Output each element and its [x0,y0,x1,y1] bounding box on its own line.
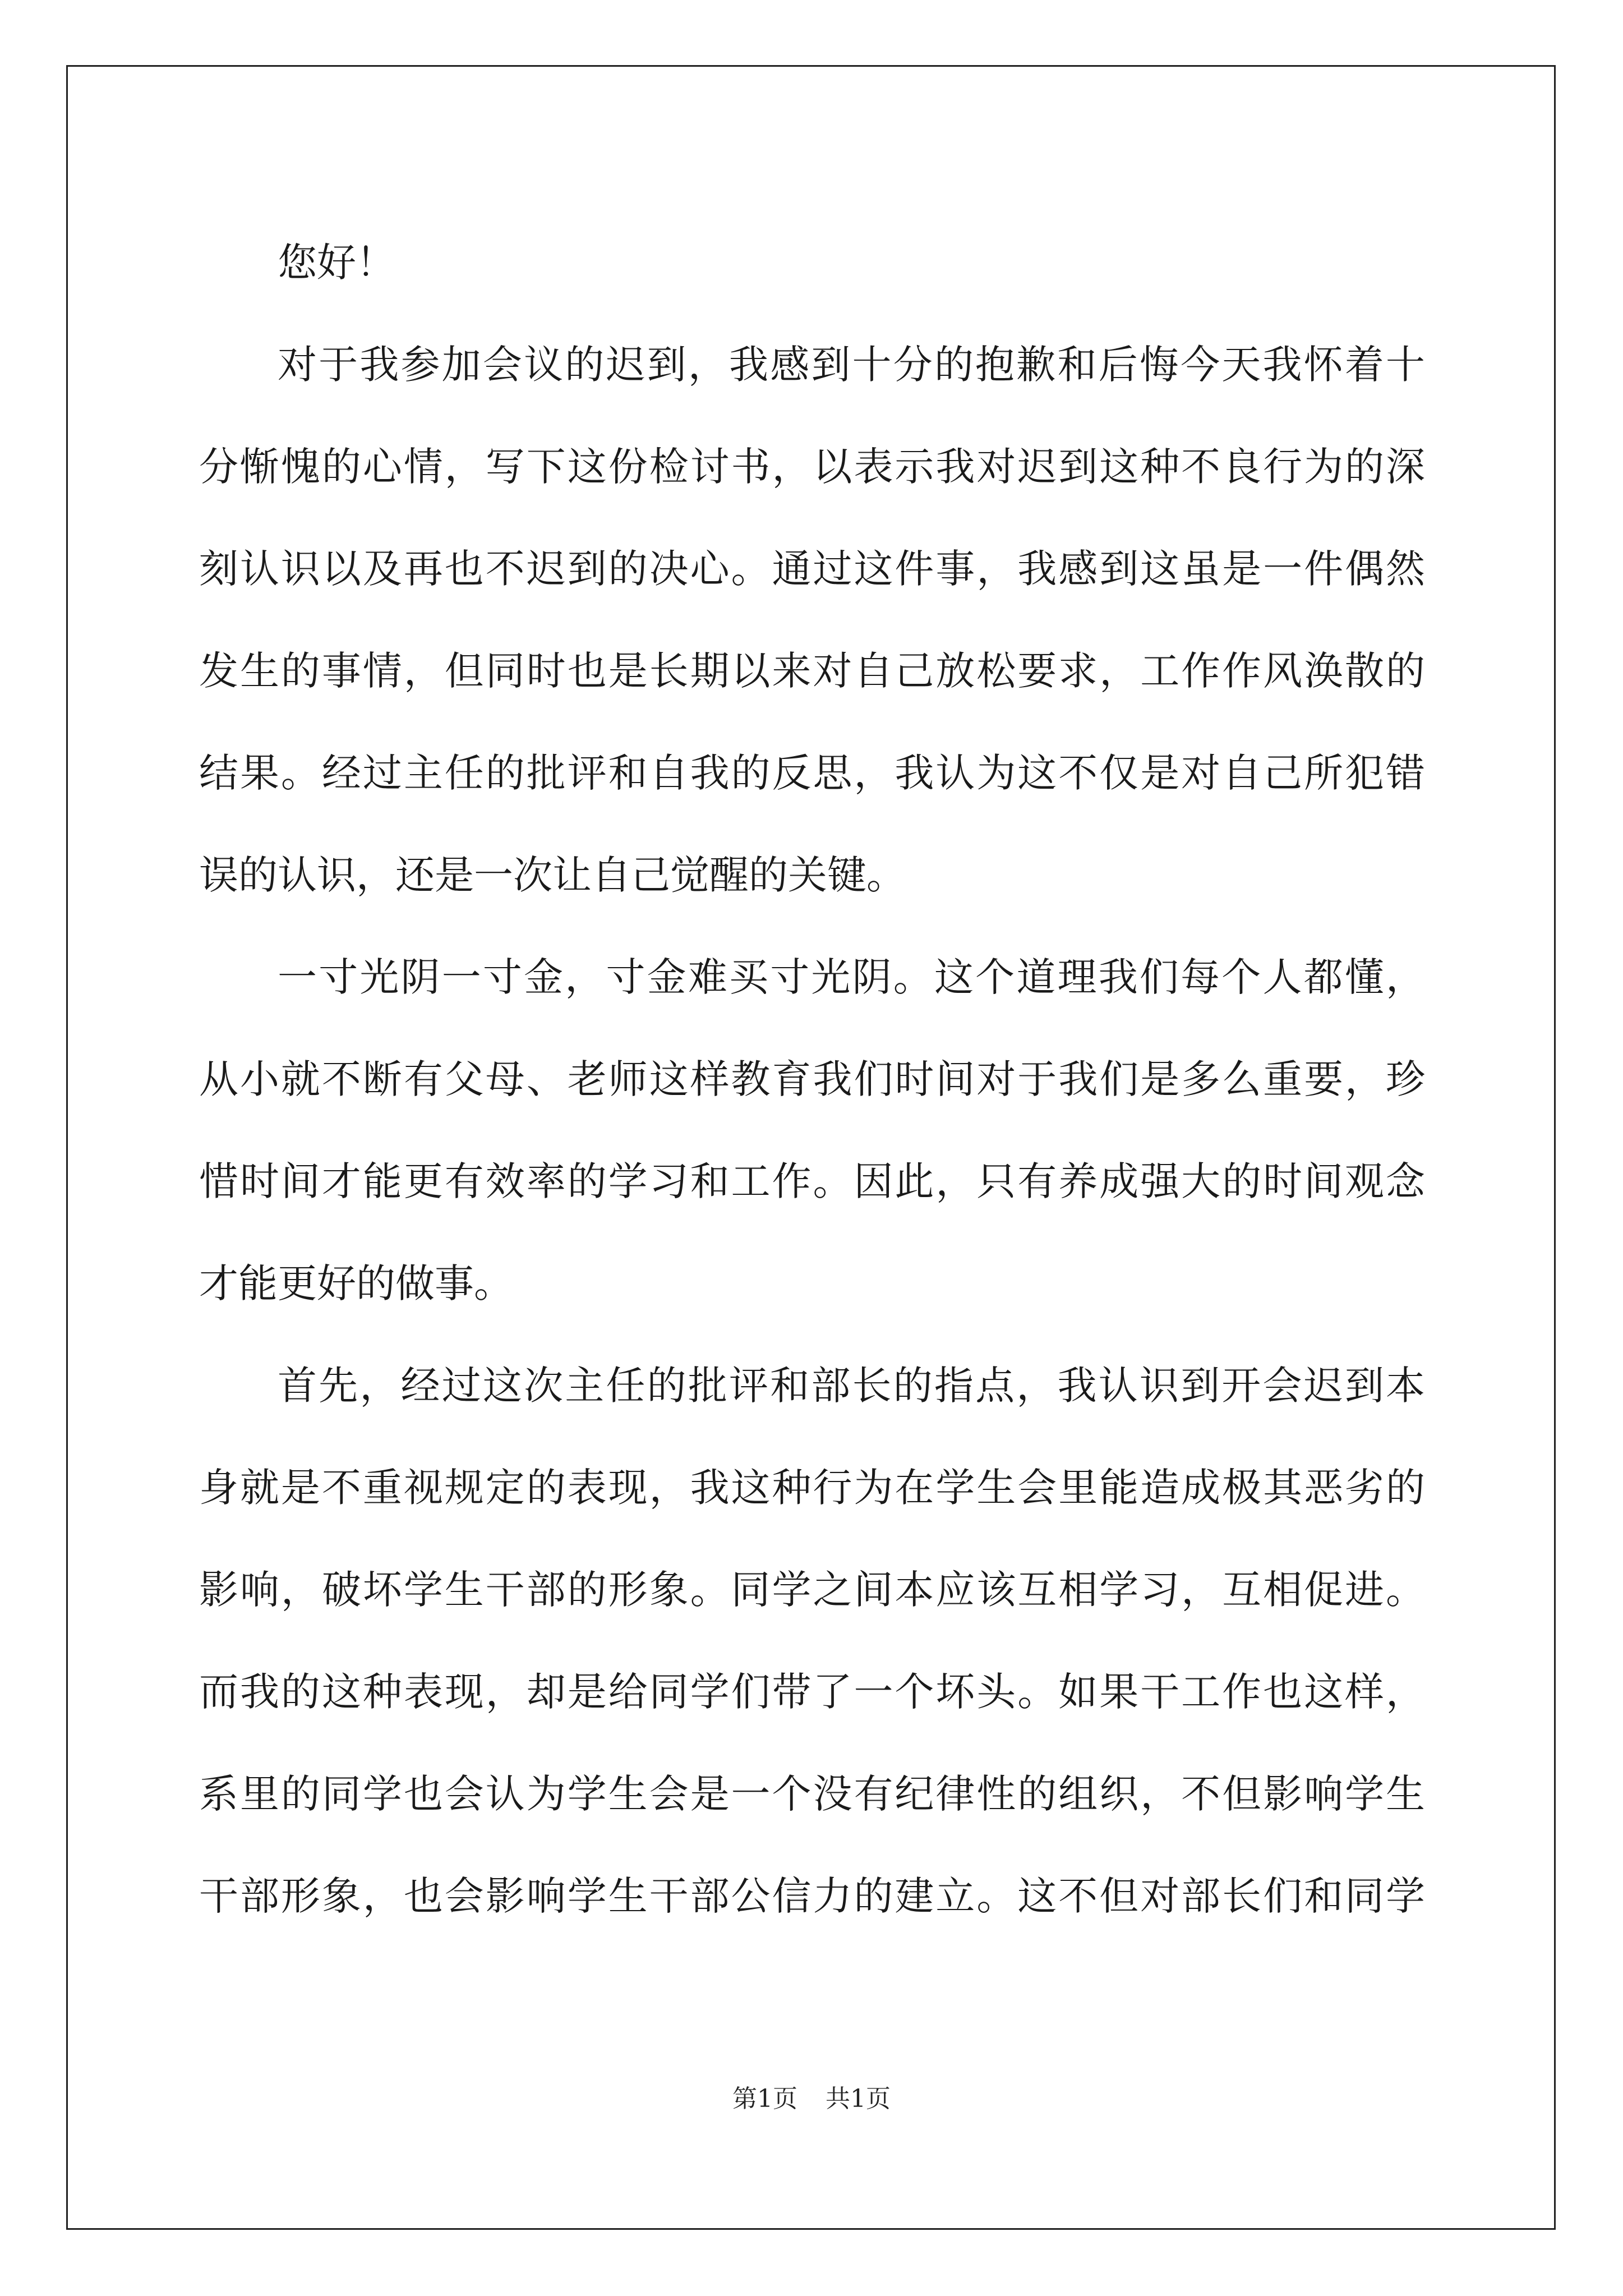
paragraph-1-line-4: 发生的事情，但同时也是长期以来对自己放松要求，工作作风涣散的 [199,648,1425,694]
paragraph-3-line-2: 身就是不重视规定的表现，我这种行为在学生会里能造成极其恶劣的 [199,1465,1425,1511]
paragraph-1-line-5: 结果。经过主任的批评和自我的反思，我认为这不仅是对自己所犯错 [199,750,1425,796]
paragraph-1-line-3: 刻认识以及再也不迟到的决心。通过这件事，我感到这虽是一件偶然 [199,546,1425,592]
paragraph-2-line-3: 惜时间才能更有效率的学习和工作。因此，只有养成强大的时间观念 [199,1158,1425,1204]
document-body [199,211,1425,1947]
paragraph-3-line-6: 干部形象，也会影响学生干部公信力的建立。这不但对部长们和同学 [199,1873,1425,1919]
paragraph-3-line-1: 首先，经过这次主任的批评和部长的指点，我认识到开会迟到本 [278,1363,1425,1409]
paragraph-3-line-3: 影响，破坏学生干部的形象。同学之间本应该互相学习，互相促进。 [199,1567,1425,1613]
paragraph-1-line-1: 对于我参加会议的迟到，我感到十分的抱歉和后悔今天我怀着十 [278,342,1425,388]
page-total: 共1页 [826,2085,891,2113]
greeting-line: 您好！ [278,240,395,286]
paragraph-2-line-4: 才能更好的做事。 [199,1260,513,1306]
page-number: 第1页 [732,2085,797,2113]
paragraph-3-line-5: 系里的同学也会认为学生会是一个没有纪律性的组织，不但影响学生 [199,1771,1425,1817]
paragraph-2-line-2: 从小就不断有父母、老师这样教育我们时间对于我们是多么重要，珍 [199,1056,1425,1102]
page-footer [0,2082,1623,2116]
paragraph-3-line-4: 而我的这种表现，却是给同学们带了一个坏头。如果干工作也这样， [199,1669,1425,1715]
paragraph-2-line-1: 一寸光阴一寸金，寸金难买寸光阴。这个道理我们每个人都懂， [278,954,1425,1000]
paragraph-1-line-2: 分惭愧的心情，写下这份检讨书，以表示我对迟到这种不良行为的深 [199,444,1425,490]
paragraph-1-line-6: 误的认识，还是一次让自己觉醒的关键。 [199,852,906,898]
